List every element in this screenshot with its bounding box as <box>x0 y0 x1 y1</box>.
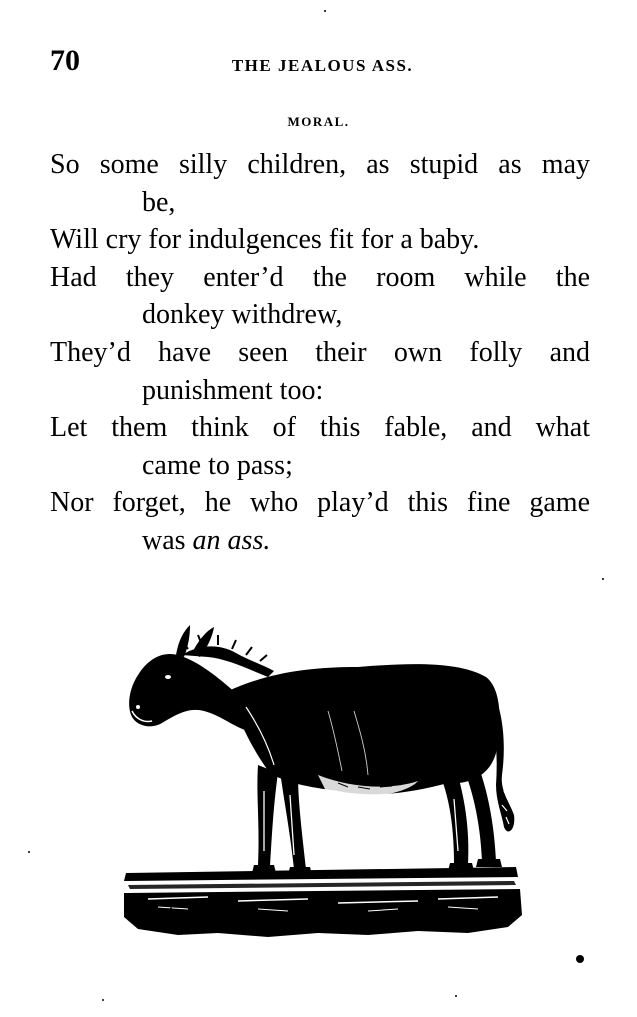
donkey <box>129 625 514 875</box>
verse-line: Will cry for indulgences fit for a baby. <box>50 224 480 256</box>
ground <box>124 867 522 937</box>
verse-line: They’d have seen their own folly and <box>50 336 590 368</box>
verse-line: Nor forget, he who play’d this fine game <box>50 487 590 519</box>
verse-line-prefix: was <box>142 524 193 556</box>
verse-line-turnover: came to pass; <box>142 449 293 481</box>
moral-heading: MORAL. <box>287 114 350 129</box>
moral-verse <box>50 146 590 560</box>
verse-line-turnover: donkey withdrew, <box>142 299 343 331</box>
verse-line: Had they enter’d the room while the <box>50 261 590 293</box>
verse-line-italic: an ass. <box>192 524 271 556</box>
print-speck <box>102 999 104 1001</box>
verse-line-turnover: punishment too: <box>142 374 324 406</box>
verse-line-turnover: be, <box>142 186 176 218</box>
running-title: THE JEALOUS ASS. <box>231 56 414 75</box>
print-speck <box>576 955 584 963</box>
page-number: 70 <box>50 44 80 77</box>
verse-line: So some silly children, as stupid as may <box>50 149 590 180</box>
print-speck <box>455 995 457 997</box>
donkey-illustration <box>118 615 528 950</box>
print-speck <box>602 578 604 580</box>
print-speck <box>324 10 326 12</box>
verse-line: Let them think of this fable, and what <box>50 412 590 444</box>
verse-line-final <box>50 522 590 560</box>
print-speck <box>28 851 30 853</box>
